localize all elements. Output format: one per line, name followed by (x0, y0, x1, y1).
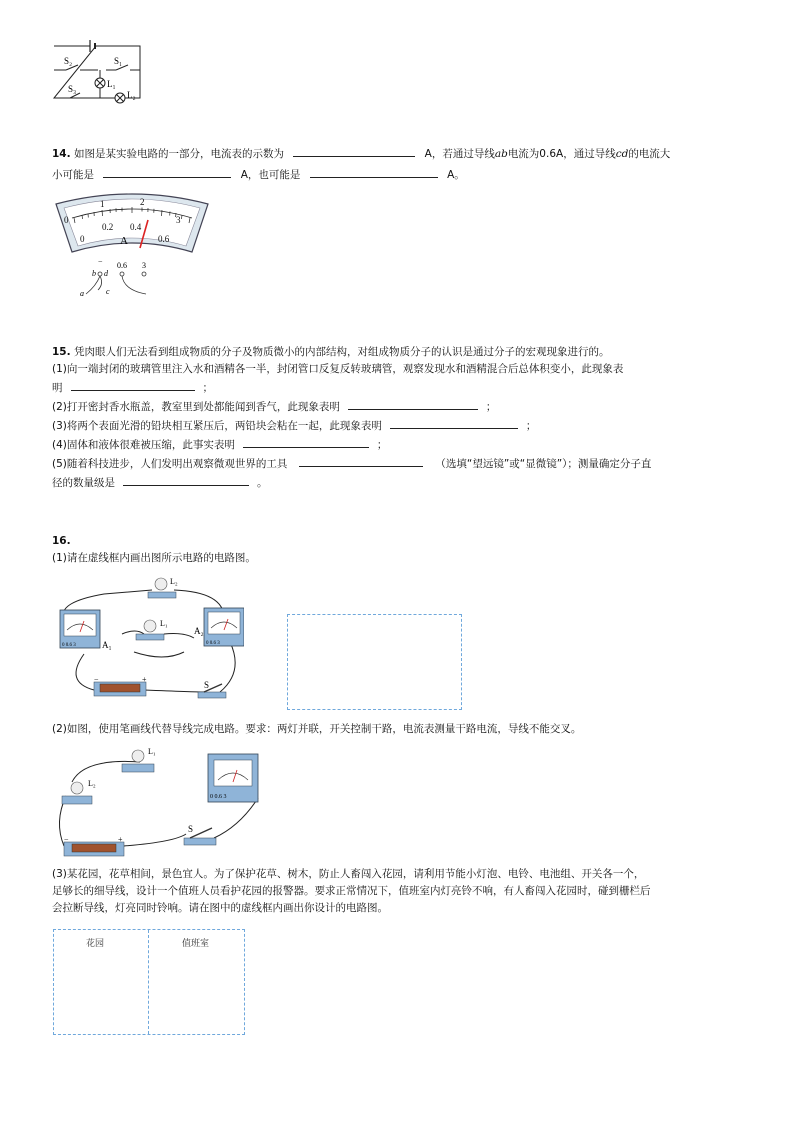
meter-top-2: 2 (140, 197, 145, 207)
q14-wire-cd: cd (615, 148, 629, 160)
q15-part4-text: (4)固体和液体很难被压缩，此事实表明 (52, 439, 235, 451)
meter-bottom-0: 0 (80, 234, 85, 244)
q15-punct: ； (485, 401, 497, 413)
q14-text: 的电流大 (628, 148, 671, 160)
q14-line2 (52, 165, 752, 184)
duty-room-label: 值班室 (182, 939, 210, 949)
q15-part1-text: 明 (52, 382, 63, 394)
q15-part1-text: (1)向一端封闭的玻璃管里注入水和酒精各一半，封闭管口反复反转玻璃管，观察发现水和酒精混合后总体积变小，此现象表 (52, 363, 624, 375)
meter-bottom-3: 0.6 (158, 234, 170, 244)
q16-number: 16. (52, 535, 71, 547)
q14-text: A，若通过导线 (424, 148, 495, 160)
q14-text: A，也可能是 (240, 169, 301, 181)
q15-number: 15. (52, 346, 71, 358)
ammeter-figure (52, 190, 212, 302)
switch-label: S (188, 824, 194, 834)
a2-label: A₂ (194, 626, 204, 636)
q16-part2 (52, 721, 752, 738)
wire-d: d (104, 269, 108, 278)
q16-part3-text: 足够长的细导线，设计一个值班人员看护花园的报警器。要求正常情况下，值班室内灯亮铃不响，有人畜闯入花园时，碰到栅栏后 (52, 885, 651, 897)
l2-label: L₂ (170, 577, 178, 586)
q15-blank-5[interactable] (299, 454, 423, 467)
top-circuit-diagram (44, 36, 154, 108)
q16-fig2-circuit (44, 742, 274, 862)
q15-part5-text: (5)随着科技进步，人们发明出观察微观世界的工具 (52, 458, 288, 470)
s2-label: S₂ (64, 56, 73, 66)
terminal-minus: − (98, 257, 103, 266)
q15-punct: ； (202, 382, 213, 394)
q16-fig1-circuit (44, 572, 244, 704)
q15-intro: 凭肉眼人们无法看到组成物质的分子及物质微小的内部结构，对组成物质分子的认识是通过分子的宏观现象进行的。 (73, 346, 610, 358)
q15-punct: 。 (257, 477, 268, 489)
q14-text: 如图是某实验电路的一部分，电流表的示数为 (73, 148, 284, 160)
terminal-3: 3 (142, 261, 146, 270)
q14-text: 小可能是 (52, 169, 94, 181)
q16-part2-text: (2)如图，使用笔画线代替导线完成电路。要求：两灯并联，开关控制干路，电流表测量干路电流，导线不能交叉。 (52, 723, 582, 735)
q14-blank-2[interactable] (103, 165, 231, 178)
wire-b: b (92, 269, 96, 278)
l2-label: L₂ (88, 779, 96, 788)
q15-part2-text: (2)打开密封香水瓶盖，教室里到处都能闻到香气，此现象表明 (52, 401, 340, 413)
wire-a: a (80, 289, 84, 298)
battery-plus: + (142, 675, 147, 684)
meter-unit: A (120, 235, 128, 247)
q15-part3-text: (3)将两个表面光滑的铅块相互紧压后，两铅块会粘在一起，此现象表明 (52, 420, 382, 432)
q14-line1 (52, 144, 752, 163)
q14-text: A。 (447, 169, 465, 181)
q15-blank-3[interactable] (390, 416, 518, 429)
question-15 (52, 344, 752, 492)
q15-part5-text: 径的数量级是 (52, 477, 115, 489)
battery-minus: − (94, 675, 99, 684)
meter-bottom-2: 0.4 (130, 222, 142, 232)
q16-part1-text: (1)请在虚线框内画出图所示电路的电路图。 (52, 552, 256, 564)
l1-label: L₁ (148, 747, 156, 756)
q16-part3-text: (3)某花园，花草相间，景色宜人。为了保护花草、树木，防止人畜闯入花园，请利用节能小灯泡、电铃、电池组、开关各一个， (52, 868, 645, 880)
meter-top-1: 1 (100, 199, 105, 209)
battery-minus: − (64, 835, 69, 844)
meter-top-3: 3 (176, 215, 181, 225)
answer-box-circuit-diagram[interactable] (287, 614, 462, 710)
s1-label: S₁ (114, 56, 123, 66)
ammeter-scale: 0 0.6 3 (210, 794, 227, 800)
a2-scale: 0 0.6 3 (206, 641, 220, 646)
q15-blank-4[interactable] (243, 435, 369, 448)
q15-blank-2[interactable] (348, 397, 478, 410)
meter-top-0: 0 (64, 215, 69, 225)
a1-label: A₁ (102, 640, 112, 650)
q14-blank-1[interactable] (293, 144, 415, 157)
q15-blank-1[interactable] (71, 378, 195, 391)
a1-scale: 0 0.6 3 (62, 643, 76, 648)
l1-label: L₁ (107, 79, 116, 89)
meter-bottom-1: 0.2 (102, 222, 114, 232)
box-divider (148, 930, 149, 1034)
garden-label: 花园 (86, 939, 105, 949)
s3-label: S₃ (68, 84, 77, 94)
l1-label: L₁ (160, 619, 168, 628)
q16-part3 (52, 866, 752, 917)
q14-blank-3[interactable] (310, 165, 438, 178)
wire-c: c (106, 287, 110, 296)
q15-punct: ； (525, 420, 537, 432)
switch-label: S (204, 680, 210, 690)
l2-label: L₂ (127, 90, 136, 100)
q15-part5-text: （选填“望远镜”或“显微镜”）；测量确定分子直 (435, 458, 652, 470)
q15-blank-6[interactable] (123, 473, 249, 486)
q16-part3-text: 会拉断导线，灯亮同时铃响。请在图中的虚线框内画出你设计的电路图。 (52, 902, 388, 914)
question-14 (52, 144, 752, 184)
question-16 (52, 533, 752, 567)
q14-wire-ab: ab (494, 148, 508, 160)
answer-box-alarm-circuit[interactable] (53, 929, 245, 1035)
q15-punct: ； (376, 439, 388, 451)
terminal-06: 0.6 (117, 261, 127, 270)
battery-plus: + (118, 835, 123, 844)
q14-number: 14. (52, 148, 71, 160)
q14-text: 电流为0.6A，通过导线 (507, 148, 616, 160)
